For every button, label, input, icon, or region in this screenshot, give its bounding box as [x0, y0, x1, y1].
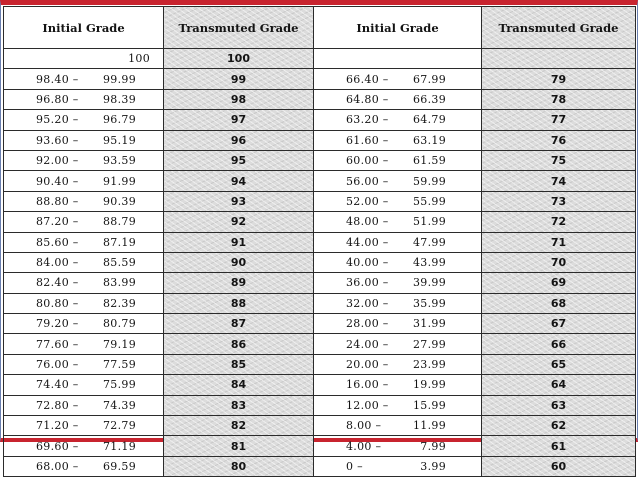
initial-grade-cell-right: [314, 395, 482, 415]
initial-grade-cell-right: [314, 232, 482, 252]
initial-grade-cell-right: [314, 375, 482, 395]
transmuted-grade-cell-right: 77: [482, 110, 636, 130]
transmuted-grade-cell-right: 73: [482, 191, 636, 211]
range-high: 72.79: [103, 419, 136, 433]
transmuted-grade-cell-right: 60: [482, 456, 636, 476]
range-high: 27.99: [413, 337, 446, 351]
transmuted-grade-cell-right: 63: [482, 395, 636, 415]
initial-grade-cell-right: [314, 191, 482, 211]
initial-grade-cell-right: [314, 130, 482, 150]
range-high: 95.19: [103, 133, 136, 147]
range-high: 63.19: [413, 133, 446, 147]
initial-grade-cell-left: [4, 49, 164, 69]
range-high: 80.79: [103, 317, 136, 331]
initial-grade-cell-left: [4, 171, 164, 191]
range-low: 80.80 –: [36, 296, 79, 310]
transmuted-grade-cell-right: 76: [482, 130, 636, 150]
initial-grade-cell-left: [4, 416, 164, 436]
transmuted-grade-cell-right: 68: [482, 293, 636, 313]
range-low: 93.60 –: [36, 133, 79, 147]
range-high: 69.59: [103, 460, 136, 473]
range-low: 98.40 –: [36, 72, 79, 86]
range-low: 32.00 –: [346, 296, 389, 310]
transmuted-grade-cell-left: 86: [164, 334, 314, 354]
table-row: [4, 334, 636, 354]
initial-grade-cell-right: [314, 334, 482, 354]
transmuted-grade-cell-left: 93: [164, 191, 314, 211]
range-low: 61.60 –: [346, 133, 389, 147]
transmuted-grade-cell-right: 75: [482, 150, 636, 170]
range-high: 74.39: [103, 398, 136, 412]
range-low: 12.00 –: [346, 398, 389, 412]
transmuted-grade-cell-left: 97: [164, 110, 314, 130]
range-low: 87.20 –: [36, 215, 79, 229]
range-high: 31.99: [413, 317, 446, 331]
range-high: 67.99: [413, 72, 446, 86]
initial-grade-cell-right: [314, 273, 482, 293]
range-low: 96.80 –: [36, 92, 79, 106]
transmuted-grade-cell-right: 66: [482, 334, 636, 354]
range-low: 72.80 –: [36, 398, 79, 412]
transmuted-grade-cell-left: 92: [164, 212, 314, 232]
range-high: 99.99: [103, 72, 136, 86]
transmuted-grade-cell-left: 96: [164, 130, 314, 150]
header-transmuted-grade-right: Transmuted Grade: [482, 7, 636, 49]
initial-grade-cell-left: [4, 110, 164, 130]
transmuted-grade-cell-left: 89: [164, 273, 314, 293]
table-row: [4, 69, 636, 89]
transmuted-grade-cell-right: [482, 49, 636, 69]
range-low: 60.00 –: [346, 154, 389, 168]
initial-grade-cell-right: [314, 89, 482, 109]
initial-grade-cell-left: [4, 273, 164, 293]
range-high: 66.39: [413, 92, 446, 106]
initial-grade-cell-left: [4, 354, 164, 374]
transmuted-grade-cell-left: 94: [164, 171, 314, 191]
range-high: 19.99: [413, 378, 446, 392]
range-low: 95.20 –: [36, 113, 79, 127]
range-low: 88.80 –: [36, 194, 79, 208]
range-low: 0 –: [346, 460, 363, 473]
range-low: 36.00 –: [346, 276, 389, 290]
range-high: 88.79: [103, 215, 136, 229]
transmuted-grade-cell-left: 88: [164, 293, 314, 313]
range-low: 69.60 –: [36, 439, 79, 453]
transmuted-grade-cell-left: 95: [164, 150, 314, 170]
table-row: [4, 89, 636, 109]
range-high: 87.19: [103, 235, 136, 249]
transmutation-table: [3, 6, 636, 477]
transmuted-grade-cell-right: 70: [482, 252, 636, 272]
transmuted-grade-cell-right: 64: [482, 375, 636, 395]
header-initial-grade-left: Initial Grade: [4, 7, 164, 49]
range-low: 92.00 –: [36, 154, 79, 168]
initial-grade-cell-right: [314, 354, 482, 374]
transmuted-grade-cell-left: 80: [164, 456, 314, 476]
initial-grade-cell-right: [314, 49, 482, 69]
initial-grade-cell-right: [314, 171, 482, 191]
transmuted-grade-cell-left: 100: [164, 49, 314, 69]
range-low: 82.40 –: [36, 276, 79, 290]
header-row: [4, 7, 636, 49]
range-high: 79.19: [103, 337, 136, 351]
header-transmuted-grade-left: Transmuted Grade: [164, 7, 314, 49]
table-row: [4, 49, 636, 69]
initial-grade-cell-right: [314, 293, 482, 313]
initial-grade-cell-left: [4, 436, 164, 456]
initial-grade-value: 100: [128, 52, 150, 66]
transmuted-grade-cell-right: 71: [482, 232, 636, 252]
range-high: 11.99: [413, 419, 446, 433]
range-low: 85.60 –: [36, 235, 79, 249]
range-low: 63.20 –: [346, 113, 389, 127]
table-row: [4, 252, 636, 272]
range-low: 20.00 –: [346, 358, 389, 372]
table-row: [4, 150, 636, 170]
transmuted-grade-cell-right: 74: [482, 171, 636, 191]
range-low: 90.40 –: [36, 174, 79, 188]
range-high: 47.99: [413, 235, 446, 249]
initial-grade-cell-left: [4, 334, 164, 354]
range-low: 71.20 –: [36, 419, 79, 433]
range-high: 91.99: [103, 174, 136, 188]
range-high: 75.99: [103, 378, 136, 392]
range-low: 4.00 –: [346, 439, 382, 453]
transmuted-grade-cell-right: 79: [482, 69, 636, 89]
range-low: 66.40 –: [346, 72, 389, 86]
transmuted-grade-cell-left: 98: [164, 89, 314, 109]
range-high: 83.99: [103, 276, 136, 290]
initial-grade-cell-right: [314, 314, 482, 334]
range-high: 96.79: [103, 113, 136, 127]
range-low: 24.00 –: [346, 337, 389, 351]
transmuted-grade-cell-right: 78: [482, 89, 636, 109]
initial-grade-cell-right: [314, 252, 482, 272]
range-high: 90.39: [103, 194, 136, 208]
table-body: [4, 49, 636, 477]
range-high: 59.99: [413, 174, 446, 188]
range-low: 44.00 –: [346, 235, 389, 249]
table-row: [4, 293, 636, 313]
transmuted-grade-cell-right: 69: [482, 273, 636, 293]
range-low: 16.00 –: [346, 378, 389, 392]
initial-grade-cell-right: [314, 456, 482, 476]
transmuted-grade-cell-right: 62: [482, 416, 636, 436]
transmuted-grade-cell-left: 83: [164, 395, 314, 415]
table-row: [4, 375, 636, 395]
range-low: 56.00 –: [346, 174, 389, 188]
initial-grade-cell-right: [314, 69, 482, 89]
table-row: [4, 130, 636, 150]
transmuted-grade-cell-right: 65: [482, 354, 636, 374]
range-high: 43.99: [413, 256, 446, 270]
table-row: [4, 171, 636, 191]
range-low: 79.20 –: [36, 317, 79, 331]
initial-grade-cell-left: [4, 252, 164, 272]
range-high: 85.59: [103, 256, 136, 270]
table-row: [4, 354, 636, 374]
transmuted-grade-cell-left: 99: [164, 69, 314, 89]
range-high: 71.19: [103, 439, 136, 453]
range-high: 93.59: [103, 154, 136, 168]
table-row: [4, 232, 636, 252]
range-low: 68.00 –: [36, 460, 79, 473]
range-high: 35.99: [413, 296, 446, 310]
transmuted-grade-cell-right: 61: [482, 436, 636, 456]
range-high: 82.39: [103, 296, 136, 310]
transmuted-grade-cell-left: 90: [164, 252, 314, 272]
range-low: 40.00 –: [346, 256, 389, 270]
range-low: 8.00 –: [346, 419, 382, 433]
range-high: 23.99: [413, 358, 446, 372]
range-high: 64.79: [413, 113, 446, 127]
initial-grade-cell-left: [4, 293, 164, 313]
range-high: 15.99: [413, 398, 446, 412]
range-high: 39.99: [413, 276, 446, 290]
range-high: 51.99: [413, 215, 446, 229]
table-row: [4, 395, 636, 415]
range-high: 7.99: [420, 439, 446, 453]
initial-grade-cell-left: [4, 456, 164, 476]
initial-grade-cell-right: [314, 212, 482, 232]
initial-grade-cell-left: [4, 212, 164, 232]
table-row: [4, 273, 636, 293]
range-low: 74.40 –: [36, 378, 79, 392]
range-low: 84.00 –: [36, 256, 79, 270]
range-high: 3.99: [420, 460, 446, 473]
range-low: 48.00 –: [346, 215, 389, 229]
initial-grade-cell-right: [314, 436, 482, 456]
transmuted-grade-cell-left: 87: [164, 314, 314, 334]
transmuted-grade-cell-left: 84: [164, 375, 314, 395]
transmuted-grade-cell-right: 67: [482, 314, 636, 334]
transmuted-grade-cell-left: 85: [164, 354, 314, 374]
table-row: [4, 314, 636, 334]
range-high: 61.59: [413, 154, 446, 168]
initial-grade-cell-left: [4, 69, 164, 89]
range-low: 28.00 –: [346, 317, 389, 331]
range-low: 64.80 –: [346, 92, 389, 106]
transmuted-grade-cell-left: 81: [164, 436, 314, 456]
initial-grade-cell-left: [4, 232, 164, 252]
transmuted-grade-cell-right: 72: [482, 212, 636, 232]
table-row: [4, 416, 636, 436]
range-low: 52.00 –: [346, 194, 389, 208]
initial-grade-cell-left: [4, 150, 164, 170]
initial-grade-cell-left: [4, 89, 164, 109]
range-low: 77.60 –: [36, 337, 79, 351]
table-row: [4, 110, 636, 130]
initial-grade-cell-left: [4, 395, 164, 415]
range-low: 76.00 –: [36, 358, 79, 372]
range-high: 98.39: [103, 92, 136, 106]
range-high: 77.59: [103, 358, 136, 372]
header-initial-grade-right: Initial Grade: [314, 7, 482, 49]
initial-grade-cell-left: [4, 375, 164, 395]
table-row: [4, 212, 636, 232]
initial-grade-cell-left: [4, 191, 164, 211]
initial-grade-cell-left: [4, 130, 164, 150]
initial-grade-cell-right: [314, 416, 482, 436]
transmuted-grade-cell-left: 82: [164, 416, 314, 436]
table-row: [4, 456, 636, 476]
initial-grade-cell-left: [4, 314, 164, 334]
table-row: [4, 436, 636, 456]
initial-grade-cell-right: [314, 150, 482, 170]
range-high: 55.99: [413, 194, 446, 208]
table-row: [4, 191, 636, 211]
initial-grade-cell-right: [314, 110, 482, 130]
transmuted-grade-cell-left: 91: [164, 232, 314, 252]
